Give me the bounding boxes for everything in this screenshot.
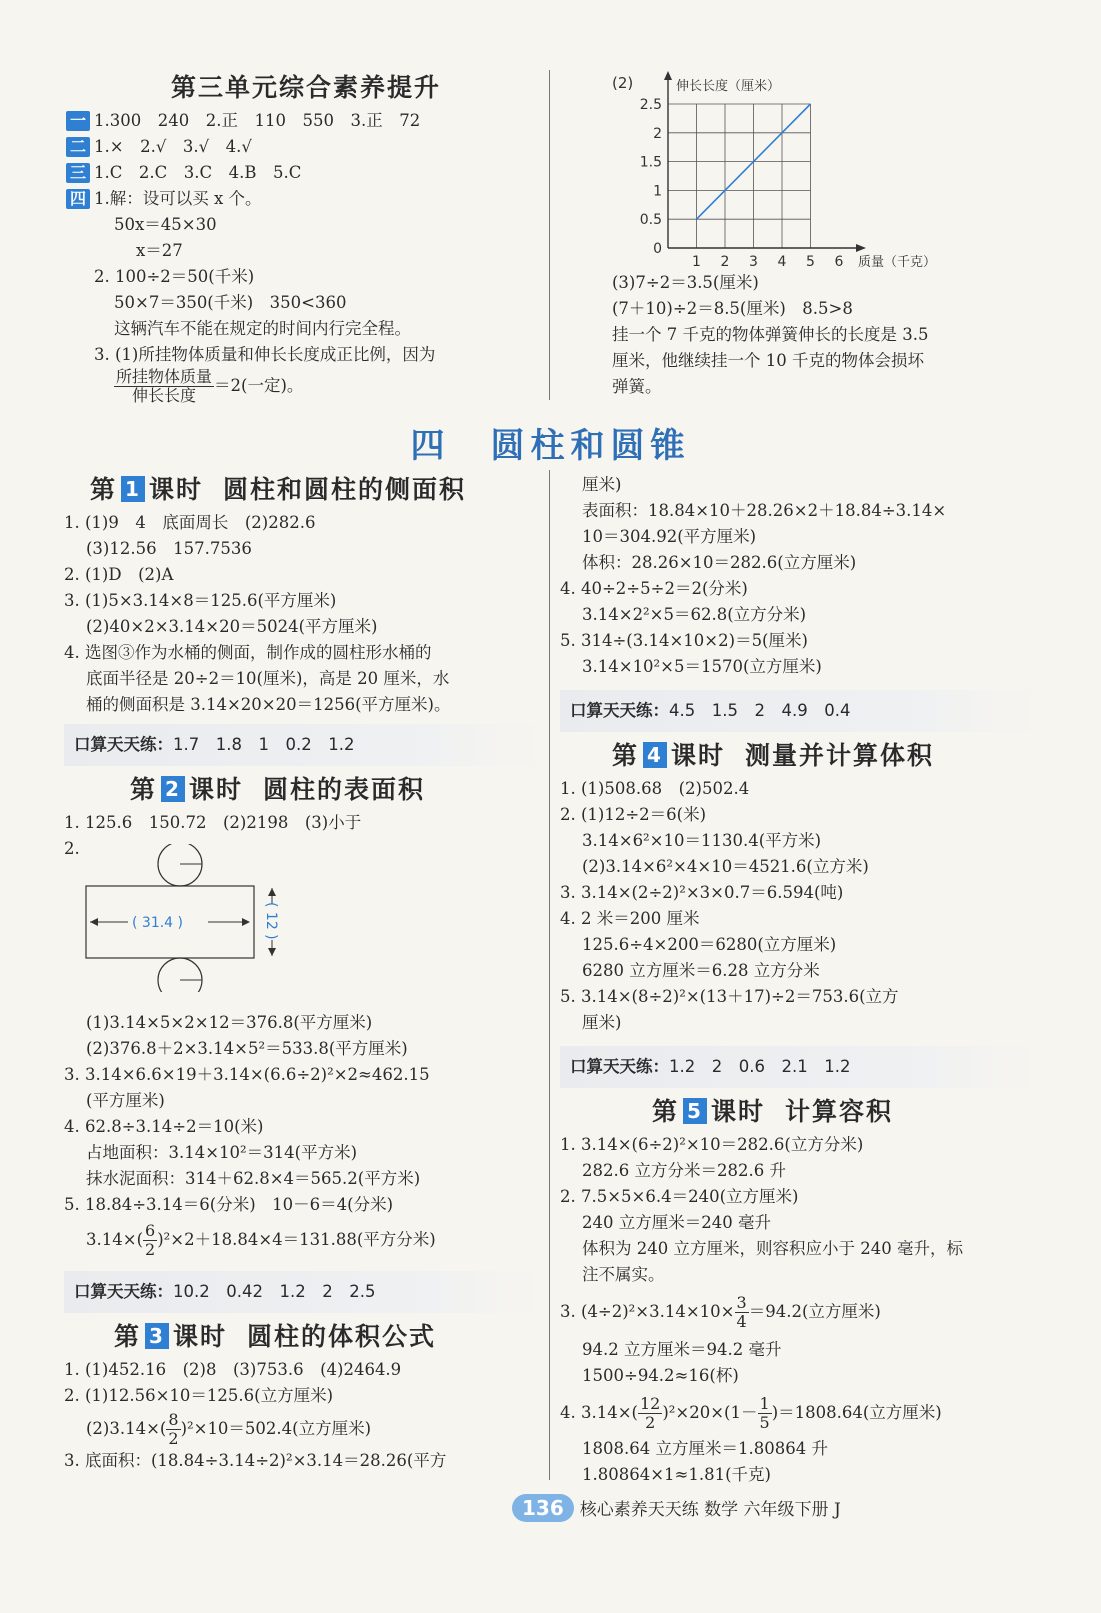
unit3-q3-text: 1.C 2.C 3.C 4.B 5.C [94, 163, 302, 182]
line-chart [610, 68, 950, 278]
fraction [758, 1395, 772, 1432]
lesson-title: 测量并计算体积 [745, 741, 935, 770]
lesson4-heading [560, 738, 1040, 774]
mental-math-label: 口算天天练： [570, 1057, 669, 1076]
answer-line: 4. 62.8÷3.14÷2＝10(米) [64, 1117, 264, 1136]
x-tick-label: 2 [720, 254, 730, 270]
y-tick-label: 2 [653, 125, 662, 142]
badge-3: 三 [66, 163, 90, 183]
mental-math-label: 口算天天练： [74, 735, 173, 754]
y-tick-label: 0.5 [639, 212, 662, 229]
lesson-number-badge: 1 [121, 476, 145, 502]
lesson2-heading [64, 772, 544, 808]
answer-line: x＝27 [136, 241, 183, 260]
fraction-line [66, 368, 546, 405]
y-axis-label: 伸长长度（厘米） [676, 79, 781, 94]
mental-math-values: 4.5 1.5 2 4.9 0.4 [669, 701, 851, 720]
lesson-number-badge: 3 [145, 1323, 169, 1349]
lesson-prefix: 第 [130, 775, 158, 804]
unit3-q4-text: 1.解：设可以买 x 个。 [94, 189, 262, 208]
answer-line: 2. (1)12.56×10＝125.6(立方厘米) [64, 1386, 334, 1405]
answer-line: 50x＝45×30 [114, 215, 217, 234]
right-column [560, 472, 1040, 1488]
unit3-q1-text: 1.300 240 2.正 110 550 3.正 72 [94, 111, 421, 130]
answer-line: 1. (1)508.68 (2)502.4 [560, 779, 750, 798]
mental-math-values: 1.7 1.8 1 0.2 1.2 [173, 735, 355, 754]
answer-line: 3.14×2²×5＝62.8(立方分米) [582, 605, 807, 624]
fraction-denominator: 2 [168, 1429, 179, 1448]
answer-line: 2. (1)D (2)A [64, 565, 174, 584]
answer-line: 3.14×6²×10＝1130.4(平方米) [582, 831, 822, 850]
answer-line: 10＝304.92(平方厘米) [582, 527, 757, 546]
expr-part: )²×20×(1－ [662, 1403, 758, 1422]
unit3-q4 [66, 186, 546, 212]
column-divider-top [549, 70, 550, 400]
answer-line: 体积为 240 立方厘米，则容积应小于 240 毫升，标 [582, 1239, 963, 1258]
mental-math-label: 口算天天练： [74, 1282, 173, 1301]
answer-line: 弹簧。 [612, 377, 662, 396]
answer-line: (2)40×2×3.14×20＝5024(平方厘米) [86, 617, 378, 636]
lesson-prefix: 第 [612, 741, 640, 770]
expr-part: 3. (4÷2)²×3.14×10× [560, 1302, 735, 1321]
lesson-prefix: 第 [114, 1322, 142, 1351]
graph-label: (2) [612, 74, 634, 92]
mental-math-bar [64, 1271, 544, 1313]
fraction-denominator: 4 [736, 1312, 747, 1331]
answer-line: 2. [64, 839, 80, 858]
lesson-prefix: 第 [90, 475, 118, 504]
y-axis-arrow [664, 71, 672, 80]
answer-line: 厘米) [582, 1013, 622, 1032]
expr-part: (2)3.14×( [86, 1419, 167, 1438]
fraction-numerator: 1 [759, 1394, 770, 1413]
answer-line: 底面半径是 20÷2＝10(厘米)，高是 20 厘米，水 [86, 669, 450, 688]
answer-line: (平方厘米) [86, 1091, 165, 1110]
answer-line: 5. 3.14×(8÷2)²×(13＋17)÷2＝753.6(立方 [560, 987, 899, 1006]
graph-answers [612, 270, 1042, 400]
lesson-title: 圆柱的表面积 [263, 775, 426, 804]
answer-line: 注不属实。 [582, 1265, 665, 1284]
answer-line: (3)12.56 157.7536 [86, 539, 252, 558]
fraction-numerator: 12 [640, 1394, 661, 1413]
answer-line: 2. 7.5×5×6.4＝240(立方厘米) [560, 1187, 799, 1206]
unit3-q2 [66, 134, 546, 160]
book-title: 核心素养天天练 数学 六年级下册 J [579, 1500, 841, 1520]
fraction-numerator: 6 [145, 1221, 156, 1240]
answer-line: 94.2 立方厘米＝94.2 毫升 [582, 1340, 782, 1359]
mental-math-values: 10.2 0.42 1.2 2 2.5 [173, 1282, 376, 1301]
x-tick-label: 6 [834, 254, 844, 270]
arrow-head [90, 918, 98, 926]
unit3-title: 第三单元综合素养提升 [170, 73, 441, 102]
cylinder-net-diagram [64, 862, 544, 1010]
expr-part: )²×2＋18.84×4＝131.88(平方分米) [157, 1230, 436, 1249]
unit3-section [66, 68, 546, 405]
x-axis-label: 质量（千克） [858, 255, 937, 270]
y-tick-label: 1.5 [639, 154, 662, 171]
answer-line: 体积：28.26×10＝282.6(立方厘米) [582, 553, 857, 572]
answer-line: 50×7＝350(千米) 350<360 [114, 293, 347, 312]
left-column [64, 470, 544, 1474]
answer-line: (2)376.8＋2×3.14×5²＝533.8(平方厘米) [86, 1039, 408, 1058]
top-circle [158, 844, 202, 886]
x-tick-label: 3 [749, 254, 758, 270]
mental-math-bar [64, 724, 544, 766]
lesson-unit: 课时 [711, 1097, 766, 1126]
answer-line: 5. 314÷(3.14×10×2)＝5(厘米) [560, 631, 808, 650]
answer-line: 3.14×10²×5＝1570(立方厘米) [582, 657, 822, 676]
answer-line: 282.6 立方分米＝282.6 升 [582, 1161, 786, 1180]
answer-line: 2. (1)12÷2＝6(米) [560, 805, 707, 824]
mental-math-label: 口算天天练： [570, 701, 669, 720]
lesson-unit: 课时 [189, 775, 244, 804]
answer-line: 5. 18.84÷3.14＝6(分米) 10－6＝4(分米) [64, 1195, 394, 1214]
lesson-title: 计算容积 [785, 1097, 894, 1126]
mental-math-bar [560, 1046, 1040, 1088]
chapter-title: 圆柱和圆锥 [490, 426, 691, 466]
expr-part: 4. 3.14×( [560, 1403, 638, 1422]
answer-line: (1)3.14×5×2×12＝376.8(平方厘米) [86, 1013, 373, 1032]
badge-1: 一 [66, 111, 90, 131]
y-tick-label: 0 [653, 241, 662, 257]
lesson-prefix: 第 [652, 1097, 680, 1126]
fraction-tail: ＝2(一定)。 [214, 376, 304, 395]
answer-line: 1. 125.6 150.72 (2)2198 (3)小于 [64, 813, 362, 832]
answer-line: 6280 立方厘米＝6.28 立方分米 [582, 961, 820, 980]
answer-line: (7＋10)÷2＝8.5(厘米) 8.5>8 [612, 299, 853, 318]
page-footer [512, 1494, 841, 1522]
answer-line: 4. 2 米＝200 厘米 [560, 909, 700, 928]
lesson1-heading [64, 472, 544, 508]
arrow-head [268, 948, 276, 956]
fraction-denominator: 5 [759, 1413, 770, 1432]
chart-ticks [640, 97, 844, 270]
x-tick-label: 1 [692, 254, 701, 270]
answer-line: (2)3.14×6²×4×10＝4521.6(立方米) [582, 857, 869, 876]
fraction-denominator: 伸长长度 [114, 386, 214, 405]
column-divider-bottom [549, 470, 550, 1480]
answer-line: 这辆汽车不能在规定的时间内行完全程。 [114, 319, 411, 338]
height-label: ( 12 ) [263, 902, 279, 940]
page-number: 136 [512, 1494, 574, 1522]
answer-line: 125.6÷4×200＝6280(立方厘米) [582, 935, 837, 954]
badge-2: 二 [66, 137, 90, 157]
fraction-line [64, 1218, 544, 1259]
answer-line: 厘米，他继续挂一个 10 千克的物体会损坏 [612, 351, 924, 370]
expr-part: ＝94.2(立方厘米) [748, 1302, 881, 1321]
unit3-q1 [66, 108, 546, 134]
answer-line: 挂一个 7 千克的物体弹簧伸长的长度是 3.5 [612, 325, 929, 344]
expr-part: )＝1808.64(立方厘米) [771, 1403, 942, 1422]
y-tick-label: 1 [653, 183, 662, 200]
length-label: ( 31.4 ) [132, 915, 183, 931]
answer-line: 1808.64 立方厘米＝1.80864 升 [582, 1439, 828, 1458]
lesson-number-badge: 2 [161, 776, 185, 802]
lesson-unit: 课时 [671, 741, 726, 770]
chapter-heading [0, 418, 1101, 467]
answer-line: (3)7÷2＝3.5(厘米) [612, 273, 759, 292]
fraction-numerator: 3 [736, 1293, 747, 1312]
answer-line: 3. 底面积：(18.84÷3.14÷2)²×3.14＝28.26(平方 [64, 1451, 447, 1470]
answer-line: 1. 3.14×(6÷2)²×10＝282.6(立方分米) [560, 1135, 864, 1154]
answer-line: 表面积：18.84×10＋28.26×2＋18.84÷3.14× [582, 501, 947, 520]
lesson-title: 圆柱和圆柱的侧面积 [223, 475, 467, 504]
lesson-number-badge: 5 [683, 1098, 707, 1124]
fraction-numerator: 8 [168, 1410, 179, 1429]
answer-line: 1500÷94.2≈16(杯) [582, 1366, 739, 1385]
answer-line: 240 立方厘米＝240 毫升 [582, 1213, 771, 1232]
lesson3-heading [64, 1319, 544, 1355]
lesson-title: 圆柱的体积公式 [247, 1322, 437, 1351]
mental-math-bar [560, 690, 1040, 732]
fraction [166, 1411, 180, 1448]
answer-line: 3. (1)所挂物体质量和伸长长度成正比例，因为 [94, 345, 436, 364]
answer-line: 4. 40÷2÷5÷2＝2(分米) [560, 579, 748, 598]
fraction [143, 1222, 157, 1259]
fraction-denominator: 2 [638, 1413, 662, 1432]
lesson-number-badge: 4 [643, 742, 667, 768]
x-tick-label: 4 [777, 254, 787, 270]
y-tick-label: 2.5 [639, 97, 662, 113]
answer-line: 桶的侧面积是 3.14×20×20＝1256(平方厘米)。 [86, 695, 451, 714]
unit3-q2-text: 1.× 2.√ 3.√ 4.√ [94, 137, 252, 156]
answer-line: 占地面积：3.14×10²＝314(平方米) [86, 1143, 358, 1162]
lesson5-heading [560, 1094, 1040, 1130]
graph-section [610, 68, 950, 278]
answer-line: 抹水泥面积：314＋62.8×4＝565.2(平方米) [86, 1169, 421, 1188]
x-tick-label: 5 [806, 254, 815, 270]
answer-line: 3. 3.14×6.6×19＋3.14×(6.6÷2)²×2≈462.15 [64, 1065, 430, 1084]
arrow-head [242, 918, 250, 926]
expr-part: 3.14×( [86, 1230, 144, 1249]
fraction-line [64, 1409, 544, 1448]
fraction [638, 1395, 662, 1432]
fraction-numerator: 所挂物体质量 [116, 367, 213, 386]
unit3-q3 [66, 160, 546, 186]
fraction [114, 368, 214, 405]
answer-line: 4. 选图③作为水桶的侧面，制作成的圆柱形水桶的 [64, 643, 432, 662]
arrow-head [268, 888, 276, 896]
lesson-unit: 课时 [149, 475, 204, 504]
answer-line: 1.80864×1≈1.81(千克) [582, 1465, 771, 1484]
lesson-unit: 课时 [173, 1322, 228, 1351]
bottom-circle [158, 958, 202, 992]
x-axis-arrow [856, 244, 866, 252]
fraction-line [560, 1389, 1040, 1432]
chapter-number: 四 [410, 426, 451, 466]
answer-line: 厘米) [582, 475, 622, 494]
answer-line: 3. 3.14×(2÷2)²×3×0.7＝6.594(吨) [560, 883, 844, 902]
fraction-line [560, 1288, 1040, 1331]
expr-part: )²×10＝502.4(立方厘米) [180, 1419, 372, 1438]
fraction [735, 1294, 749, 1331]
answer-line: 1. (1)9 4 底面周长 (2)282.6 [64, 513, 316, 532]
answer-line: 1. (1)452.16 (2)8 (3)753.6 (4)2464.9 [64, 1360, 402, 1379]
answer-line: 2. 100÷2＝50(千米) [94, 267, 255, 286]
answer-line: 3. (1)5×3.14×8＝125.6(平方厘米) [64, 591, 337, 610]
badge-4: 四 [66, 189, 90, 209]
fraction-denominator: 2 [145, 1240, 156, 1259]
mental-math-values: 1.2 2 0.6 2.1 1.2 [669, 1057, 851, 1076]
